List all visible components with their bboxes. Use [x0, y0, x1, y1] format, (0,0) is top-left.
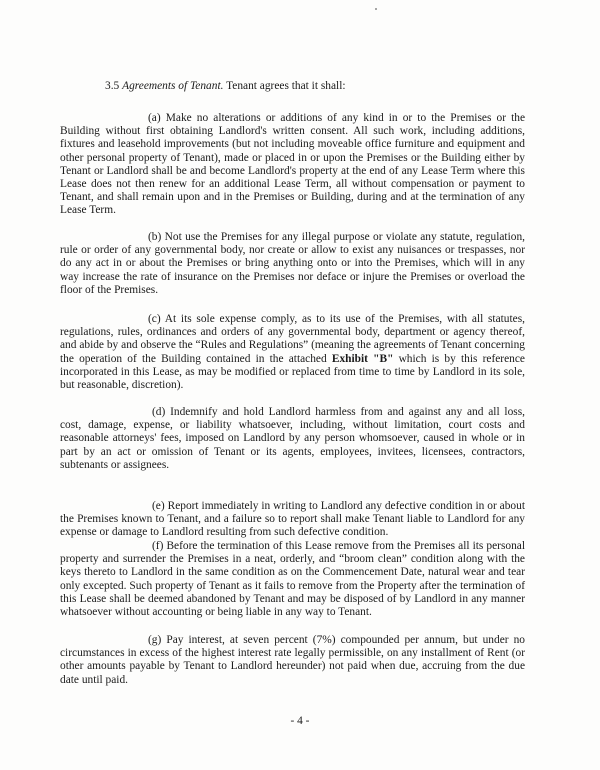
- paragraph-g-label: (g): [148, 634, 162, 646]
- paragraph-c-text-after: which is by this reference incorporated in this Lease, as may be modified or replaced from time to time by Landlord in its sole, but reasonable, discretion).: [60, 352, 525, 392]
- paragraph-f-text: Before the termination of this Lease remove from the Premises all its personal property and surrender the Premises in a neat, orderly, and “broom clean” condition along with the keys thereto to Landlord in the same condition as on the Commencement Date, natural wear and tear only excepted. Such property of Tenant as it fails to remove from the Property after the termination of this Lease shall be deemed abandoned by Tenant and may be disposed of by Landlord in any manner whatsoever without accounting or being liable in any way to Tenant.: [60, 540, 525, 619]
- section-heading: [105, 80, 545, 93]
- section-number: 3.5: [105, 80, 120, 92]
- paragraph-b-text: Not use the Premises for any illegal purpose or violate any statute, regulation, rule or order of any governmental body, nor create or allow to exist any nuisances or trespasses, nor do any act in or about the Premises or bring anything onto or into the Premises, which will in any way increase the rate of insurance on the Premises nor deface or injure the Premises or overload the floor of the Premises.: [60, 231, 525, 296]
- exhibit-reference: Exhibit "B": [331, 352, 394, 365]
- paragraph-e: [60, 500, 525, 540]
- paragraph-d-text: Indemnify and hold Landlord harmless from and against any and all loss, cost, damage, expense, or liability whatsoever, including, without limitation, court costs and reasonable attorneys' fees, imposed on Landlord by any person whomsoever, caused in whole or in part by an act or omission of Tenant or its agents, employees, invitees, licensees, contractors, subtenants or assignees.: [60, 406, 525, 471]
- paragraph-a-text: Make no alterations or additions of any kind in or to the Premises or the Building without first obtaining Landlord's written consent. All such work, including additions, fixtures and leasehold improvements (but not including moveable office furniture and equipment and other personal property of Tenant), made or placed in or upon the Premises or the Building either by Tenant or Landlord shall be and become Landlord's property at the end of any Lease Term where this Lease does not then renew for an additional Lease Term, all without compensation or payment to Tenant, and shall remain upon and in the Premises or Building, during and at the termination of any Lease Term.: [60, 112, 525, 217]
- scan-speck: [375, 8, 377, 10]
- paragraph-b: [60, 231, 525, 297]
- paragraph-a-label: (a): [148, 112, 161, 124]
- page-number: - 4 -: [290, 715, 310, 727]
- paragraph-e-label: (e): [152, 500, 165, 512]
- paragraph-b-label: (b): [148, 231, 162, 243]
- paragraph-e-text: Report immediately in writing to Landlord any defective condition in or about the Premises known to Tenant, and a failure so to report shall make Tenant liable to Landlord for any expense or damage to Landlord resulting from such defective condition.: [60, 500, 525, 539]
- section-lead: Tenant agrees that it shall:: [226, 80, 346, 92]
- paragraph-g: [60, 634, 525, 687]
- paragraph-f: [60, 540, 525, 619]
- paragraph-c-text-before: At its sole expense comply, as to its use of the Premises, with all statutes, regulations, rules, ordinances and orders of any governmental body, department or agency thereof, and abide by and observe the “Rules and Regulations” (meaning the agreements of Tenant concerning the operation of the Building contained in the attached: [60, 313, 526, 365]
- paragraph-g-text: Pay interest, at seven percent (7%) compounded per annum, but under no circumstances in excess of the highest interest rate legally permissible, on any installment of Rent (or other amounts payable by Tenant to Landlord hereunder) not paid when due, accruing from the due date until paid.: [60, 634, 525, 686]
- paragraph-c-label: (c): [148, 313, 161, 325]
- paragraph-a: [60, 112, 525, 218]
- paragraph-d-label: (d): [152, 406, 166, 418]
- paragraph-c: [60, 313, 525, 392]
- paragraph-d: [60, 406, 525, 472]
- paragraph-f-label: (f): [152, 540, 164, 552]
- section-title: Agreements of Tenant.: [122, 80, 224, 92]
